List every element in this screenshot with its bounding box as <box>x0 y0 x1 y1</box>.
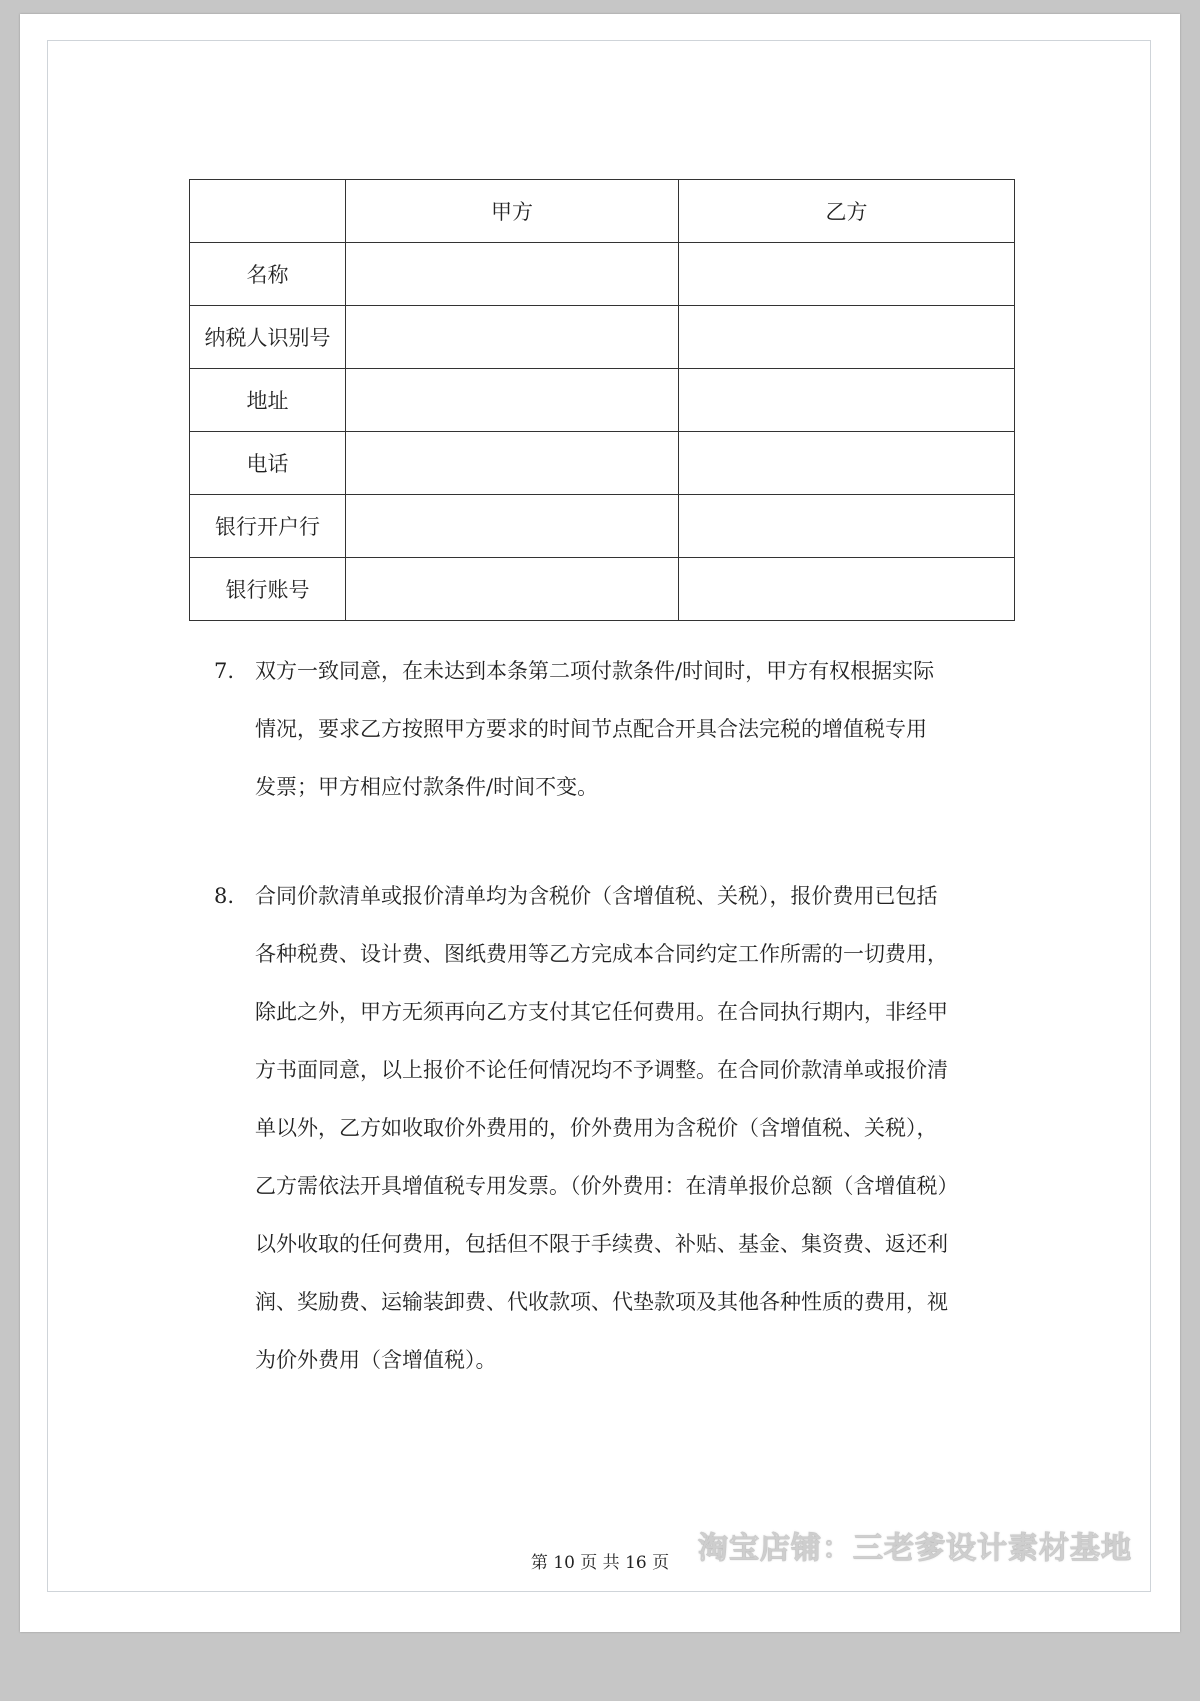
party-a-phone-cell <box>346 432 679 495</box>
clause-8-text: 合同价款清单或报价清单均为含税价（含增值税、关税），报价费用已包括 各种税费、设计费、图纸费用等乙方完成本合同约定工作所需的一切费用， 除此之外，甲方无须再向乙方支付其它任何费用。在合同执行期内，非经甲 方书面同意，以上报价不论任何情况均不予调整。在合同价款清单或报价清 单以外，乙方如收取价外费用的，价外费用为含税价（含增值税、关税）， 乙方需依法开具增值税专用发票。（价外费用：在清单报价总额（含增值税） 以外收取的任何费用，包括但不限于手续费、补贴、基金、集资费、返还利 润、奖励费、运输装卸费、代收款项、代垫款项及其他各种性质的费用，视 为价外费用（含增值税）。 <box>255 884 959 1372</box>
row-label-taxpayer-id: 纳税人识别号 <box>190 306 346 369</box>
table-row <box>190 243 1015 306</box>
party-b-address-cell <box>679 369 1015 432</box>
clause-8-number: 8. <box>214 884 235 908</box>
clause-7-number: 7. <box>214 659 235 683</box>
table-row <box>190 306 1015 369</box>
clause-7-text: 双方一致同意，在未达到本条第二项付款条件/时间时，甲方有权根据实际 情况，要求乙方按照甲方要求的时间节点配合开具合法完税的增值税专用 发票；甲方相应付款条件/时间不变。 <box>255 659 935 799</box>
header-party-a: 甲方 <box>346 180 679 243</box>
invoice-info-table <box>189 179 1015 621</box>
party-a-taxpayer-id-cell <box>346 306 679 369</box>
row-label-address: 地址 <box>190 369 346 432</box>
page-number-footer: 第 10 页 共 16 页 <box>530 1553 670 1573</box>
table-row <box>190 495 1015 558</box>
party-b-bank-cell <box>679 495 1015 558</box>
row-label-name: 名称 <box>190 243 346 306</box>
row-label-phone: 电话 <box>190 432 346 495</box>
header-corner-cell <box>190 180 346 243</box>
party-a-account-cell <box>346 558 679 621</box>
party-a-address-cell <box>346 369 679 432</box>
row-label-bank: 银行开户行 <box>190 495 346 558</box>
party-b-phone-cell <box>679 432 1015 495</box>
table-row <box>190 432 1015 495</box>
party-a-bank-cell <box>346 495 679 558</box>
header-party-b: 乙方 <box>679 180 1015 243</box>
clause-8 <box>214 867 1014 1389</box>
table-row <box>190 369 1015 432</box>
table-row <box>190 558 1015 621</box>
party-b-taxpayer-id-cell <box>679 306 1015 369</box>
party-b-name-cell <box>679 243 1015 306</box>
party-b-account-cell <box>679 558 1015 621</box>
party-a-name-cell <box>346 243 679 306</box>
row-label-account: 银行账号 <box>190 558 346 621</box>
clause-7 <box>214 642 1014 816</box>
table-header-row <box>190 180 1015 243</box>
shop-watermark: 淘宝店铺：三老爹设计素材基地 <box>698 1531 1132 1566</box>
